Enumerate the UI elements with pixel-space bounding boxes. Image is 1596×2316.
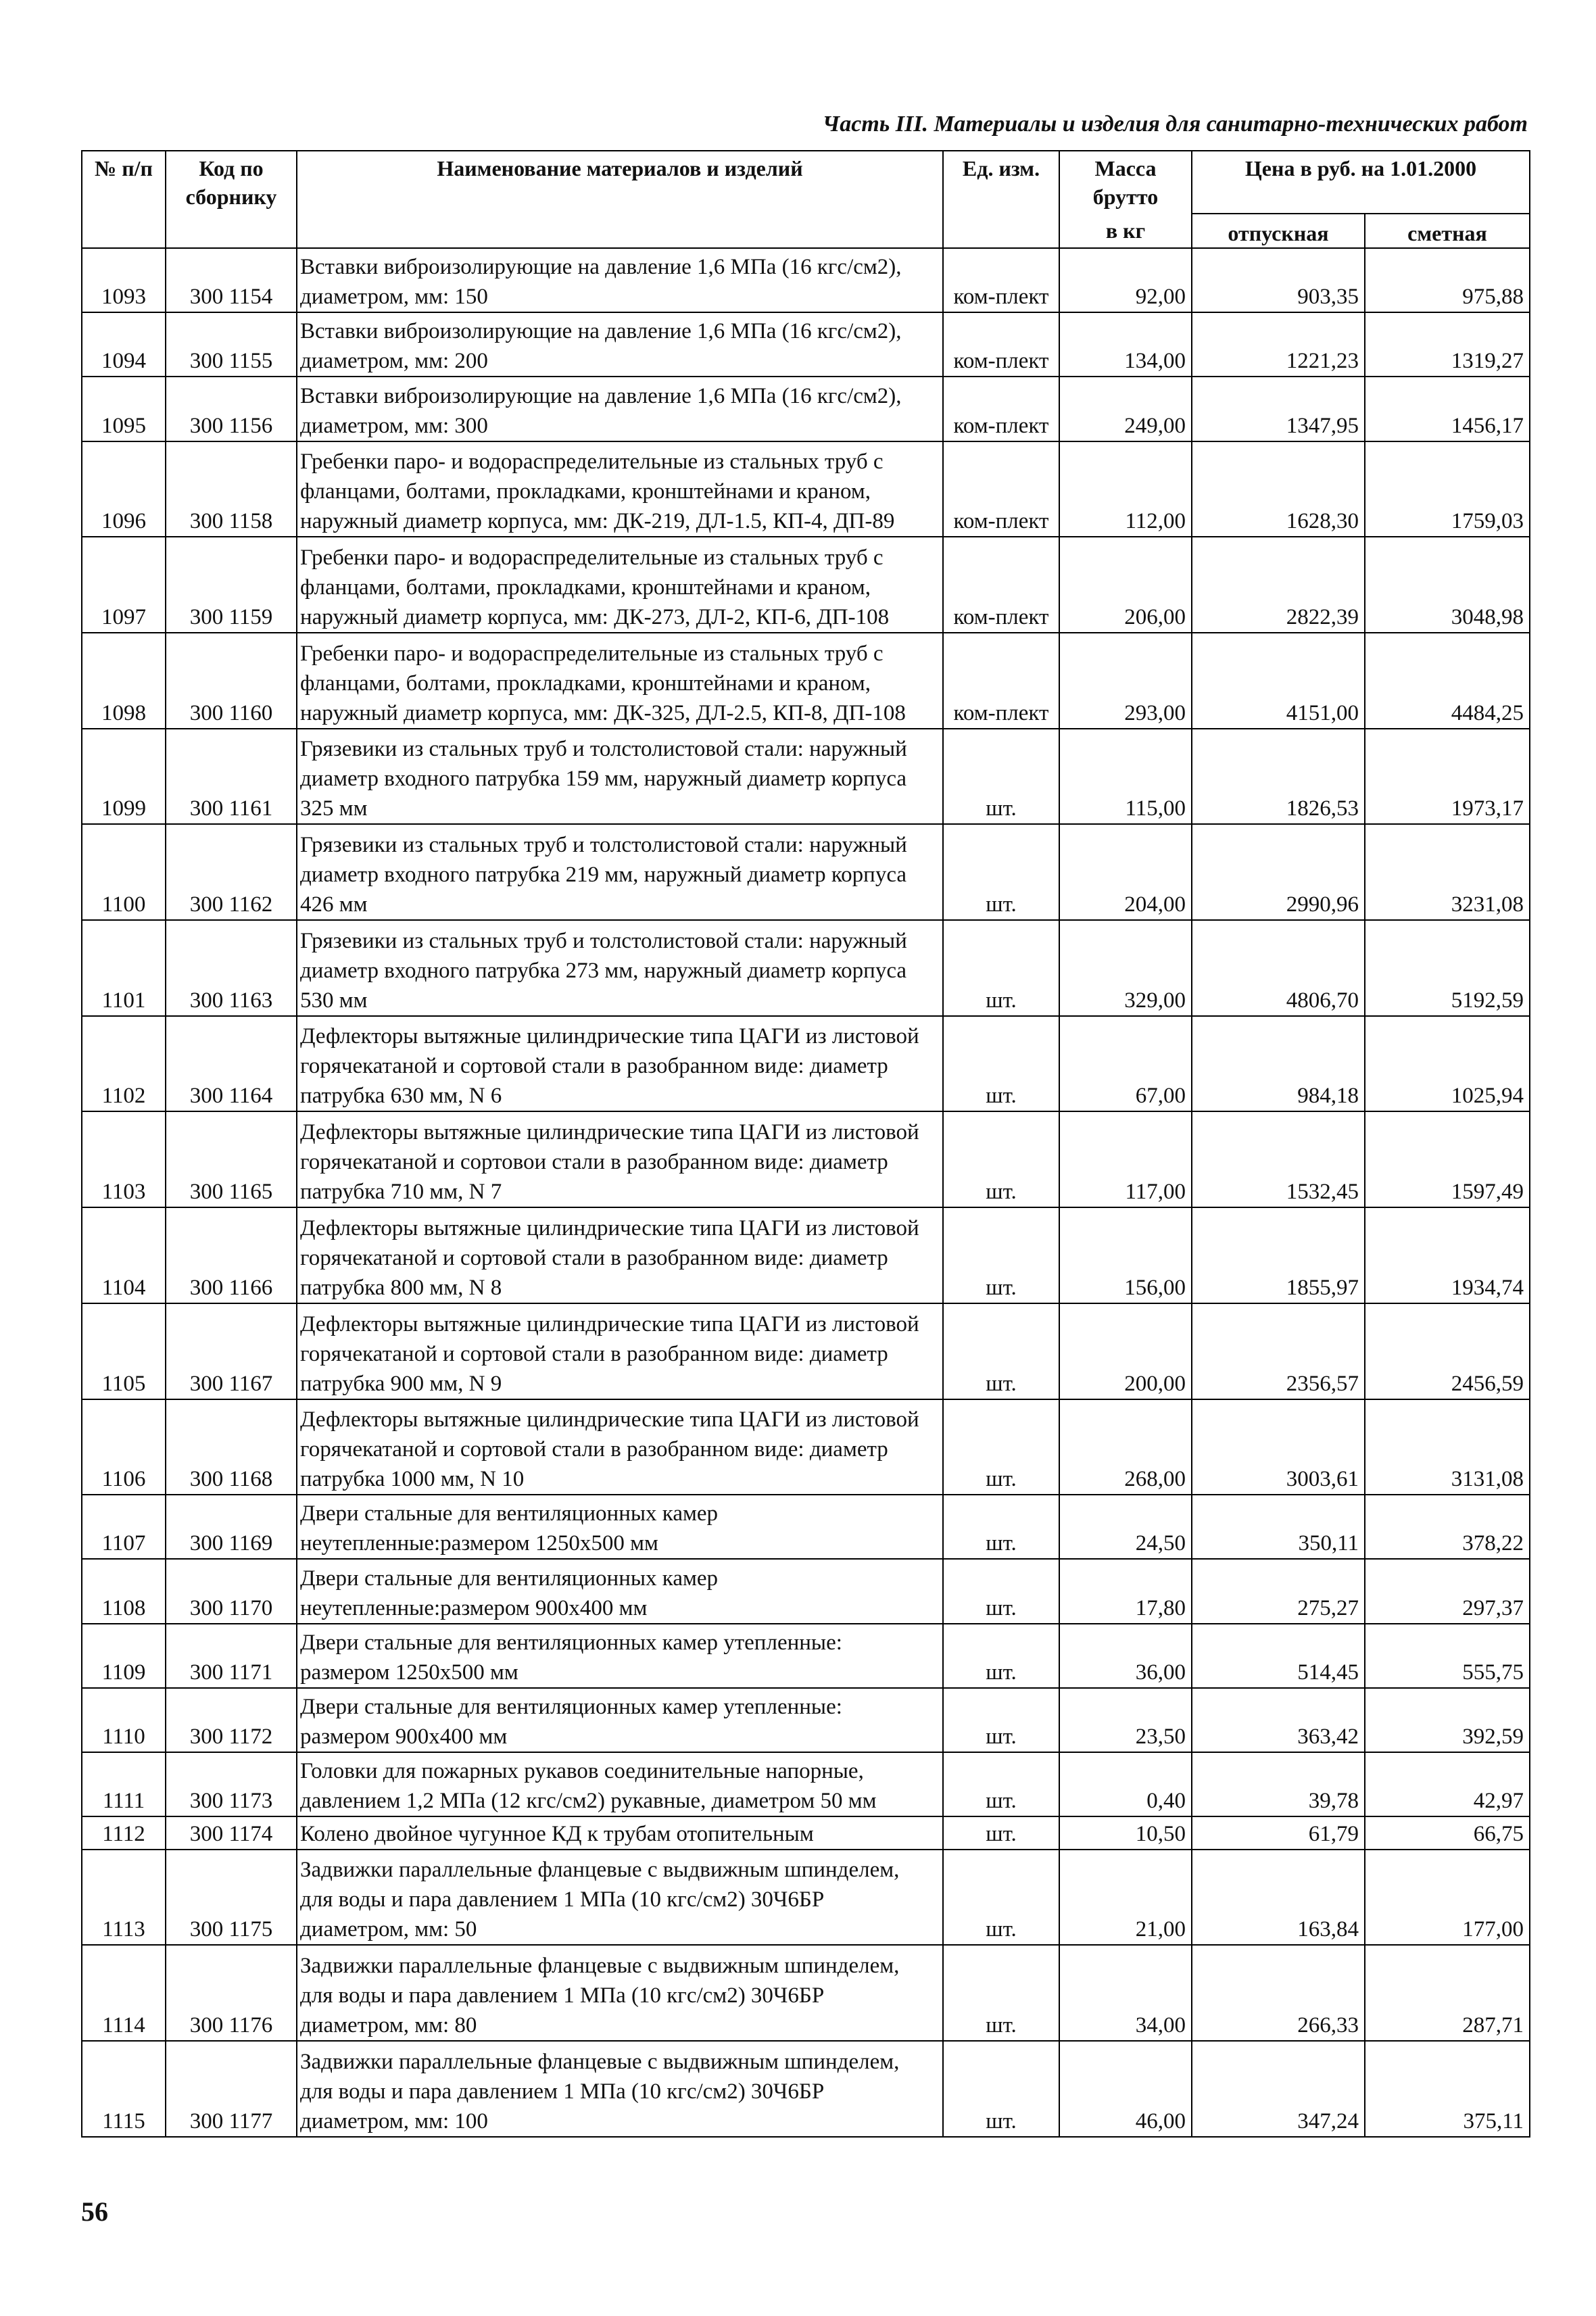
table-row xyxy=(82,633,1530,729)
row-number: 1095 xyxy=(82,377,166,441)
header-price-release: отпускная xyxy=(1192,214,1365,248)
row-unit: шт. xyxy=(943,1624,1059,1688)
row-name: Двери стальные для вентиляционных камер неутепленные:размером 900х400 мм xyxy=(297,1559,943,1623)
row-unit: шт. xyxy=(943,824,1059,920)
row-code: 300 1164 xyxy=(166,1016,297,1112)
row-mass: 10,50 xyxy=(1059,1816,1192,1850)
row-mass: 204,00 xyxy=(1059,824,1192,920)
table-row xyxy=(82,824,1530,920)
row-code: 300 1168 xyxy=(166,1399,297,1495)
table-row xyxy=(82,1303,1530,1399)
header-name: Наименование материалов и изделий xyxy=(297,151,943,248)
row-price-release: 3003,61 xyxy=(1192,1399,1365,1495)
row-unit: шт. xyxy=(943,1111,1059,1207)
running-header: Часть III. Материалы и изделия для санитарно-технических работ xyxy=(822,112,1528,137)
table-row xyxy=(82,1559,1530,1623)
row-code: 300 1171 xyxy=(166,1624,297,1688)
row-mass: 17,80 xyxy=(1059,1559,1192,1623)
table-row xyxy=(82,1399,1530,1495)
row-code: 300 1163 xyxy=(166,920,297,1016)
row-code: 300 1159 xyxy=(166,537,297,633)
row-mass: 0,40 xyxy=(1059,1752,1192,1816)
row-price-estimate: 392,59 xyxy=(1365,1688,1530,1752)
row-number: 1101 xyxy=(82,920,166,1016)
row-price-release: 1221,23 xyxy=(1192,312,1365,377)
row-price-estimate: 287,71 xyxy=(1365,1945,1530,2041)
row-unit: шт. xyxy=(943,1495,1059,1559)
row-code: 300 1175 xyxy=(166,1850,297,1946)
table-row xyxy=(82,729,1530,825)
row-name: Дефлекторы вытяжные цилиндрические типа ЦАГИ из листовой горячекатаной и сортовой стали в разобранном виде: диаметр патрубка 900 мм, N 9 xyxy=(297,1303,943,1399)
table-row xyxy=(82,537,1530,633)
row-mass: 24,50 xyxy=(1059,1495,1192,1559)
row-price-estimate: 555,75 xyxy=(1365,1624,1530,1688)
row-name: Грязевики из стальных труб и толстолистовой стали: наружный диаметр входного патрубка 273 мм, наружный диаметр корпуса 530 мм xyxy=(297,920,943,1016)
table-body xyxy=(82,248,1530,2137)
row-price-release: 39,78 xyxy=(1192,1752,1365,1816)
row-name: Колено двойное чугунное КД к трубам отопительным xyxy=(297,1816,943,1850)
row-code: 300 1169 xyxy=(166,1495,297,1559)
row-mass: 329,00 xyxy=(1059,920,1192,1016)
row-name: Вставки виброизолирующие на давление 1,6 МПа (16 кгс/см2), диаметром, мм: 150 xyxy=(297,248,943,312)
row-number: 1107 xyxy=(82,1495,166,1559)
row-number: 1102 xyxy=(82,1016,166,1112)
row-price-release: 2356,57 xyxy=(1192,1303,1365,1399)
row-code: 300 1161 xyxy=(166,729,297,825)
row-unit: ком-плект xyxy=(943,537,1059,633)
row-price-estimate: 42,97 xyxy=(1365,1752,1530,1816)
table-row xyxy=(82,312,1530,377)
row-number: 1114 xyxy=(82,1945,166,2041)
row-mass: 115,00 xyxy=(1059,729,1192,825)
row-price-estimate: 3131,08 xyxy=(1365,1399,1530,1495)
row-code: 300 1160 xyxy=(166,633,297,729)
row-price-release: 2822,39 xyxy=(1192,537,1365,633)
row-number: 1104 xyxy=(82,1207,166,1303)
row-price-release: 4151,00 xyxy=(1192,633,1365,729)
row-number: 1100 xyxy=(82,824,166,920)
table-row xyxy=(82,1624,1530,1688)
row-unit: шт. xyxy=(943,1816,1059,1850)
row-price-release: 1826,53 xyxy=(1192,729,1365,825)
row-price-release: 275,27 xyxy=(1192,1559,1365,1623)
row-price-release: 514,45 xyxy=(1192,1624,1365,1688)
row-price-estimate: 5192,59 xyxy=(1365,920,1530,1016)
header-mass-unit: в кг xyxy=(1059,214,1192,248)
row-name: Дефлекторы вытяжные цилиндрические типа ЦАГИ из листовой горячекатаной и сортовои стали в разобранном виде: диаметр патрубка 710 мм, N 7 xyxy=(297,1111,943,1207)
row-number: 1106 xyxy=(82,1399,166,1495)
table-row xyxy=(82,920,1530,1016)
row-code: 300 1166 xyxy=(166,1207,297,1303)
table-row xyxy=(82,1016,1530,1112)
row-unit: ком-плект xyxy=(943,377,1059,441)
row-number: 1093 xyxy=(82,248,166,312)
table-row xyxy=(82,1945,1530,2041)
row-number: 1094 xyxy=(82,312,166,377)
row-name: Задвижки параллельные фланцевые с выдвижным шпинделем, для воды и пара давлением 1 МПа (10 кгс/см2) 30Ч6БР диаметром, мм: 100 xyxy=(297,2041,943,2137)
row-unit: шт. xyxy=(943,1207,1059,1303)
row-name: Задвижки параллельные фланцевые с выдвижным шпинделем, для воды и пара давлением 1 МПа (10 кгс/см2) 30Ч6БР диаметром, мм: 80 xyxy=(297,1945,943,2041)
row-price-estimate: 975,88 xyxy=(1365,248,1530,312)
row-number: 1108 xyxy=(82,1559,166,1623)
row-price-release: 903,35 xyxy=(1192,248,1365,312)
row-mass: 34,00 xyxy=(1059,1945,1192,2041)
row-price-estimate: 3048,98 xyxy=(1365,537,1530,633)
row-number: 1096 xyxy=(82,441,166,537)
row-mass: 117,00 xyxy=(1059,1111,1192,1207)
row-code: 300 1173 xyxy=(166,1752,297,1816)
row-price-estimate: 2456,59 xyxy=(1365,1303,1530,1399)
row-price-release: 350,11 xyxy=(1192,1495,1365,1559)
row-code: 300 1172 xyxy=(166,1688,297,1752)
row-name: Грязевики из стальных труб и толстолистовой стали: наружный диаметр входного патрубка 219 мм, наружный диаметр корпуса 426 мм xyxy=(297,824,943,920)
row-unit: шт. xyxy=(943,920,1059,1016)
table-header xyxy=(82,151,1530,248)
row-unit: ком-плект xyxy=(943,441,1059,537)
header-unit: Ед. изм. xyxy=(943,151,1059,248)
row-name: Двери стальные для вентиляционных камер утепленные: размером 900х400 мм xyxy=(297,1688,943,1752)
row-price-estimate: 3231,08 xyxy=(1365,824,1530,920)
row-code: 300 1154 xyxy=(166,248,297,312)
row-mass: 293,00 xyxy=(1059,633,1192,729)
row-name: Дефлекторы вытяжные цилиндрические типа ЦАГИ из листовой горячекатаной и сортовой стали в разобранном виде: диаметр патрубка 800 мм, N 8 xyxy=(297,1207,943,1303)
row-number: 1099 xyxy=(82,729,166,825)
table-row xyxy=(82,441,1530,537)
row-number: 1109 xyxy=(82,1624,166,1688)
row-price-release: 1628,30 xyxy=(1192,441,1365,537)
row-price-estimate: 177,00 xyxy=(1365,1850,1530,1946)
row-price-estimate: 1319,27 xyxy=(1365,312,1530,377)
row-name: Вставки виброизолирующие на давление 1,6 МПа (16 кгс/см2), диаметром, мм: 200 xyxy=(297,312,943,377)
row-price-estimate: 1759,03 xyxy=(1365,441,1530,537)
row-price-release: 363,42 xyxy=(1192,1688,1365,1752)
row-mass: 268,00 xyxy=(1059,1399,1192,1495)
row-unit: шт. xyxy=(943,1559,1059,1623)
row-name: Дефлекторы вытяжные цилиндрические типа ЦАГИ из листовой горячекатаной и сортовой стали в разобранном виде: диаметр патрубка 1000 мм, N 10 xyxy=(297,1399,943,1495)
row-unit: шт. xyxy=(943,729,1059,825)
row-name: Дефлекторы вытяжные цилиндрические типа ЦАГИ из листовой горячекатаной и сортовой стали в разобранном виде: диаметр патрубка 630 мм, N 6 xyxy=(297,1016,943,1112)
row-unit: шт. xyxy=(943,1945,1059,2041)
row-price-release: 1855,97 xyxy=(1192,1207,1365,1303)
header-price-estimate: сметная xyxy=(1365,214,1530,248)
row-mass: 21,00 xyxy=(1059,1850,1192,1946)
row-name: Двери стальные для вентиляционных камер утепленные: размером 1250х500 мм xyxy=(297,1624,943,1688)
row-price-release: 266,33 xyxy=(1192,1945,1365,2041)
row-mass: 206,00 xyxy=(1059,537,1192,633)
row-price-release: 347,24 xyxy=(1192,2041,1365,2137)
row-price-estimate: 4484,25 xyxy=(1365,633,1530,729)
row-code: 300 1170 xyxy=(166,1559,297,1623)
table-row xyxy=(82,1850,1530,1946)
row-unit: шт. xyxy=(943,1399,1059,1495)
row-mass: 46,00 xyxy=(1059,2041,1192,2137)
row-name: Головки для пожарных рукавов соединительные напорные, давлением 1,2 МПа (12 кгс/см2) рукавные, диаметром 50 мм xyxy=(297,1752,943,1816)
price-table xyxy=(81,150,1530,2138)
row-code: 300 1162 xyxy=(166,824,297,920)
table-row xyxy=(82,1495,1530,1559)
row-price-estimate: 297,37 xyxy=(1365,1559,1530,1623)
row-unit: шт. xyxy=(943,1688,1059,1752)
row-price-estimate: 1597,49 xyxy=(1365,1111,1530,1207)
row-name: Задвижки параллельные фланцевые с выдвижным шпинделем, для воды и пара давлением 1 МПа (10 кгс/см2) 30Ч6БР диаметром, мм: 50 xyxy=(297,1850,943,1946)
row-price-release: 1532,45 xyxy=(1192,1111,1365,1207)
row-price-release: 163,84 xyxy=(1192,1850,1365,1946)
row-number: 1110 xyxy=(82,1688,166,1752)
row-number: 1098 xyxy=(82,633,166,729)
row-name: Вставки виброизолирующие на давление 1,6 МПа (16 кгс/см2), диаметром, мм: 300 xyxy=(297,377,943,441)
header-mass: Масса брутто xyxy=(1059,151,1192,214)
row-number: 1111 xyxy=(82,1752,166,1816)
header-price-group: Цена в руб. на 1.01.2000 xyxy=(1192,151,1530,214)
row-price-release: 4806,70 xyxy=(1192,920,1365,1016)
row-number: 1113 xyxy=(82,1850,166,1946)
row-number: 1103 xyxy=(82,1111,166,1207)
row-code: 300 1155 xyxy=(166,312,297,377)
row-number: 1105 xyxy=(82,1303,166,1399)
row-unit: шт. xyxy=(943,1016,1059,1112)
table-row xyxy=(82,1816,1530,1850)
row-unit: шт. xyxy=(943,1850,1059,1946)
row-unit: ком-плект xyxy=(943,312,1059,377)
row-mass: 23,50 xyxy=(1059,1688,1192,1752)
row-price-release: 2990,96 xyxy=(1192,824,1365,920)
row-code: 300 1156 xyxy=(166,377,297,441)
row-price-release: 1347,95 xyxy=(1192,377,1365,441)
row-mass: 200,00 xyxy=(1059,1303,1192,1399)
row-mass: 249,00 xyxy=(1059,377,1192,441)
table-row xyxy=(82,1688,1530,1752)
table-row xyxy=(82,1111,1530,1207)
row-unit: ком-плект xyxy=(943,633,1059,729)
page-number: 56 xyxy=(81,2196,108,2227)
row-code: 300 1158 xyxy=(166,441,297,537)
row-number: 1115 xyxy=(82,2041,166,2137)
row-code: 300 1174 xyxy=(166,1816,297,1850)
table-row xyxy=(82,1207,1530,1303)
row-code: 300 1176 xyxy=(166,1945,297,2041)
row-unit: ком-плект xyxy=(943,248,1059,312)
row-number: 1112 xyxy=(82,1816,166,1850)
table-row xyxy=(82,377,1530,441)
row-name: Гребенки паро- и водораспределительные из стальных труб с фланцами, болтами, прокладками, кронштейнами и краном, наружный диаметр корпуса, мм: ДК-273, ДЛ-2, КП-6, ДП-108 xyxy=(297,537,943,633)
row-code: 300 1177 xyxy=(166,2041,297,2137)
row-unit: шт. xyxy=(943,1303,1059,1399)
row-price-estimate: 1973,17 xyxy=(1365,729,1530,825)
row-price-release: 984,18 xyxy=(1192,1016,1365,1112)
row-price-release: 61,79 xyxy=(1192,1816,1365,1850)
row-price-estimate: 1934,74 xyxy=(1365,1207,1530,1303)
row-name: Грязевики из стальных труб и толстолистовой стали: наружный диаметр входного патрубка 159 мм, наружный диаметр корпуса 325 мм xyxy=(297,729,943,825)
row-mass: 134,00 xyxy=(1059,312,1192,377)
row-price-estimate: 1025,94 xyxy=(1365,1016,1530,1112)
row-name: Двери стальные для вентиляционных камер неутепленные:размером 1250х500 мм xyxy=(297,1495,943,1559)
row-number: 1097 xyxy=(82,537,166,633)
row-name: Гребенки паро- и водораспределительные из стальных труб с фланцами, болтами, прокладками, кронштейнами и краном, наружный диаметр корпуса, мм: ДК-325, ДЛ-2.5, КП-8, ДП-108 xyxy=(297,633,943,729)
row-mass: 92,00 xyxy=(1059,248,1192,312)
table-row xyxy=(82,2041,1530,2137)
row-mass: 67,00 xyxy=(1059,1016,1192,1112)
row-price-estimate: 1456,17 xyxy=(1365,377,1530,441)
row-unit: шт. xyxy=(943,1752,1059,1816)
price-table-container xyxy=(81,150,1529,2138)
header-num: № п/п xyxy=(82,151,166,248)
header-code: Код по сборнику xyxy=(166,151,297,248)
table-row xyxy=(82,1752,1530,1816)
row-unit: шт. xyxy=(943,2041,1059,2137)
row-code: 300 1165 xyxy=(166,1111,297,1207)
row-price-estimate: 66,75 xyxy=(1365,1816,1530,1850)
row-code: 300 1167 xyxy=(166,1303,297,1399)
row-price-estimate: 378,22 xyxy=(1365,1495,1530,1559)
row-name: Гребенки паро- и водораспределительные из стальных труб с фланцами, болтами, прокладками, кронштейнами и краном, наружный диаметр корпуса, мм: ДК-219, ДЛ-1.5, КП-4, ДП-89 xyxy=(297,441,943,537)
row-mass: 112,00 xyxy=(1059,441,1192,537)
row-mass: 156,00 xyxy=(1059,1207,1192,1303)
row-mass: 36,00 xyxy=(1059,1624,1192,1688)
row-price-estimate: 375,11 xyxy=(1365,2041,1530,2137)
table-row xyxy=(82,248,1530,312)
